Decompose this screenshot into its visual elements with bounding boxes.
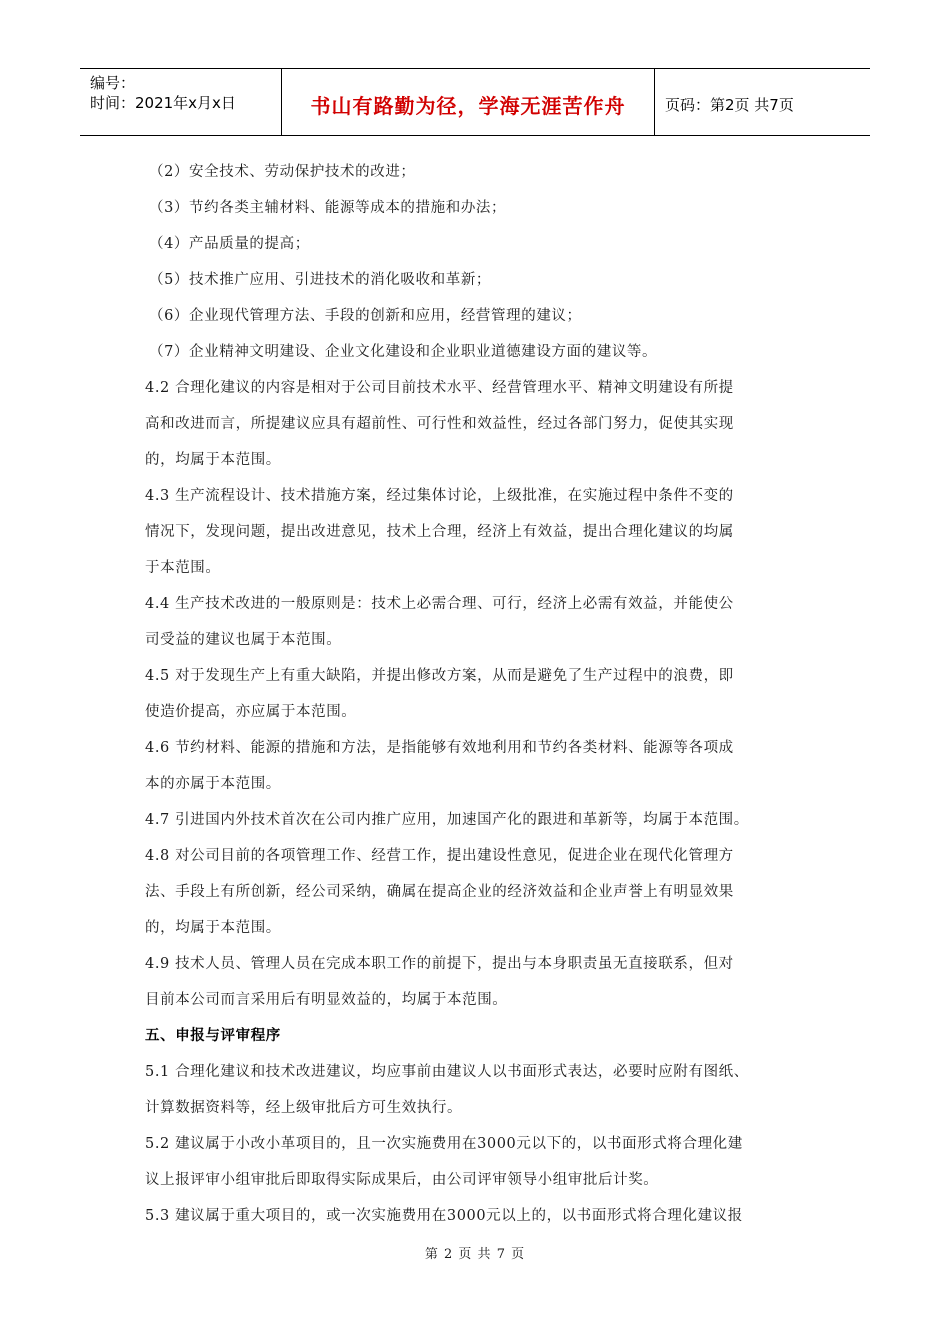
paragraph-line: 的，均属于本范围。 — [145, 452, 281, 468]
paragraph-line: 4.4 生产技术改进的一般原则是：技术上必需合理、可行，经济上必需有效益，并能使公 — [145, 596, 734, 612]
paragraph-line: 议上报评审小组审批后即取得实际成果后，由公司评审领导小组审批后计奖。 — [145, 1172, 659, 1188]
header-motto: 书山有路勤为径，学海无涯苦作舟 — [282, 69, 655, 135]
paragraph-line: 的，均属于本范围。 — [145, 920, 281, 936]
paragraph-line: 5.1 合理化建议和技术改进建议，均应事前由建议人以书面形式表达，必要时应附有图纸、 — [145, 1064, 749, 1080]
paragraph-line: 情况下，发现问题，提出改进意见，技术上合理，经济上有效益，提出合理化建议的均属 — [145, 524, 734, 540]
header-page-number: 页码：第2页 共7页 — [665, 95, 794, 114]
list-item: （2）安全技术、劳动保护技术的改进； — [149, 164, 416, 180]
list-item: （6）企业现代管理方法、手段的创新和应用，经营管理的建议； — [149, 308, 582, 324]
paragraph-line: 于本范围。 — [145, 560, 221, 576]
paragraph-line: 4.3 生产流程设计、技术措施方案，经过集体讨论，上级批准，在实施过程中条件不变的 — [145, 488, 734, 504]
paragraph-line: 使造价提高，亦应属于本范围。 — [145, 704, 357, 720]
paragraph-line: 司受益的建议也属于本范围。 — [145, 632, 342, 648]
list-item: （7）企业精神文明建设、企业文化建设和企业职业道德建设方面的建议等。 — [149, 344, 658, 360]
paragraph-line: 法、手段上有所创新，经公司采纳，确属在提高企业的经济效益和企业声誉上有明显效果 — [145, 884, 734, 900]
list-item: （3）节约各类主辅材料、能源等成本的措施和办法； — [149, 200, 507, 216]
paragraph-line: 4.7 引进国内外技术首次在公司内推广应用，加速国产化的跟进和革新等，均属于本范围。 — [145, 812, 749, 828]
paragraph-line: 4.8 对公司目前的各项管理工作、经营工作，提出建设性意见，促进企业在现代化管理方 — [145, 848, 734, 864]
document-date: 时间：2021年x月x日 — [90, 94, 236, 112]
list-item: （4）产品质量的提高； — [149, 236, 310, 252]
page-header — [80, 68, 870, 136]
paragraph-line: 4.9 技术人员、管理人员在完成本职工作的前提下，提出与本身职责虽无直接联系，但对 — [145, 956, 734, 972]
paragraph-line: 计算数据资料等，经上级审批后方可生效执行。 — [145, 1100, 463, 1116]
paragraph-line: 5.3 建议属于重大项目的，或一次实施费用在3000元以上的，以书面形式将合理化建议报 — [145, 1208, 743, 1224]
paragraph-line: 目前本公司而言采用后有明显效益的，均属于本范围。 — [145, 992, 508, 1008]
paragraph-line: 4.5 对于发现生产上有重大缺陷，并提出修改方案，从而是避免了生产过程中的浪费，即 — [145, 668, 734, 684]
page-footer: 第 2 页 共 7 页 — [424, 1247, 526, 1262]
paragraph-line: 4.6 节约材料、能源的措施和方法，是指能够有效地利用和节约各类材料、能源等各项成 — [145, 740, 734, 756]
list-item: （5）技术推广应用、引进技术的消化吸收和革新； — [149, 272, 492, 288]
header-meta — [80, 69, 282, 135]
document-number-label: 编号： — [90, 74, 136, 92]
paragraph-line: 高和改进而言，所提建议应具有超前性、可行性和效益性，经过各部门努力，促使其实现 — [145, 416, 734, 432]
paragraph-line: 4.2 合理化建议的内容是相对于公司目前技术水平、经营管理水平、精神文明建设有所提 — [145, 380, 734, 396]
document-body — [145, 154, 810, 1234]
paragraph-line: 5.2 建议属于小改小革项目的，且一次实施费用在3000元以下的，以书面形式将合理化建 — [145, 1136, 743, 1152]
paragraph-line: 本的亦属于本范围。 — [145, 776, 281, 792]
section-heading: 五、申报与评审程序 — [145, 1028, 281, 1044]
